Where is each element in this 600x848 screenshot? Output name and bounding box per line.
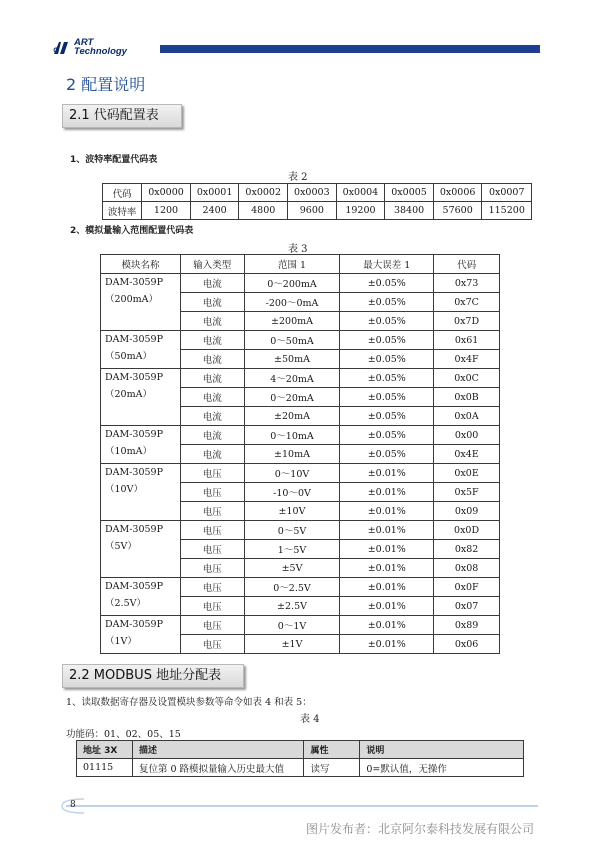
module-model: DAM-3059P (105, 467, 163, 478)
column-header: 范围 1 (244, 255, 340, 274)
table-row (101, 464, 500, 483)
table-cell: 1200 (142, 202, 191, 220)
max-error-cell: ±0.05% (340, 407, 434, 426)
table-cell: 代码 (103, 184, 142, 202)
max-error-cell: ±0.05% (340, 293, 434, 312)
code-cell: 0x0B (434, 388, 500, 407)
table-row (77, 759, 524, 777)
module-range: （5V） (105, 541, 137, 552)
input-type-cell: 电流 (180, 293, 244, 312)
input-type-cell: 电压 (180, 578, 244, 597)
table-cell: 0x0005 (385, 184, 434, 202)
module-model: DAM-3059P (105, 334, 163, 345)
table-row (101, 331, 500, 350)
table-cell: 0x0001 (190, 184, 239, 202)
input-type-cell: 电流 (180, 407, 244, 426)
max-error-cell: ±0.01% (340, 597, 434, 616)
max-error-cell: ±0.05% (340, 388, 434, 407)
module-name-cell (101, 331, 181, 369)
table-cell: 01115 (77, 759, 133, 777)
table-cell: 38400 (385, 202, 434, 220)
code-cell: 0x0D (434, 521, 500, 540)
module-name-cell (101, 464, 181, 521)
image-credit: 图片发布者：北京阿尔泰科技发展有限公司 (306, 822, 535, 836)
paragraph-read-commands: 1、读取数据寄存器及设置模块参数等命令如表 4 和表 5： (66, 697, 312, 708)
table-header-row (77, 741, 524, 759)
table-cell: 0x0000 (142, 184, 191, 202)
module-range: （2.5V） (105, 598, 146, 609)
input-type-cell: 电压 (180, 483, 244, 502)
range-cell: ±200mA (244, 312, 340, 331)
table-row (101, 369, 500, 388)
range-cell: 0～10mA (244, 426, 340, 445)
code-cell: 0x5F (434, 483, 500, 502)
subheading-baud-rate: 1、波特率配置代码表 (70, 155, 158, 165)
subheading-input-range: 2、模拟量输入范围配置代码表 (70, 226, 194, 236)
table-cell: 9600 (288, 202, 337, 220)
module-model: DAM-3059P (105, 429, 163, 440)
table-cell: 19200 (336, 202, 385, 220)
table-cell: 0x0004 (336, 184, 385, 202)
code-cell: 0x73 (434, 274, 500, 293)
table-cell: 波特率 (103, 202, 142, 220)
range-cell: ±1V (244, 635, 340, 654)
range-cell: ±10mA (244, 445, 340, 464)
range-cell: 0～2.5V (244, 578, 340, 597)
max-error-cell: ±0.01% (340, 616, 434, 635)
input-type-cell: 电压 (180, 635, 244, 654)
module-name-cell (101, 369, 181, 426)
logo-text (74, 38, 127, 56)
code-cell: 0x07 (434, 597, 500, 616)
logo-line-2: Technology (74, 46, 127, 57)
table-cell: 复位第 0 路模拟量输入历史最大值 (132, 759, 304, 777)
input-type-cell: 电流 (180, 350, 244, 369)
table-cell: 2400 (190, 202, 239, 220)
input-type-cell: 电流 (180, 388, 244, 407)
range-cell: 4～20mA (244, 369, 340, 388)
module-range: （50mA） (105, 351, 152, 362)
module-range: （200mA） (105, 294, 159, 305)
max-error-cell: ±0.01% (340, 578, 434, 597)
code-cell: 0x0C (434, 369, 500, 388)
code-cell: 0x4F (434, 350, 500, 369)
max-error-cell: ±0.05% (340, 426, 434, 445)
table-cell: 57600 (433, 202, 482, 220)
code-cell: 0x00 (434, 426, 500, 445)
table-row (101, 616, 500, 635)
max-error-cell: ±0.01% (340, 521, 434, 540)
max-error-cell: ±0.01% (340, 464, 434, 483)
chapter-title: 2 配置说明 (66, 75, 146, 94)
module-model: DAM-3059P (105, 277, 163, 288)
module-model: DAM-3059P (105, 372, 163, 383)
module-range: （10mA） (105, 446, 152, 457)
module-name-cell (101, 521, 181, 578)
input-range-table (100, 254, 500, 654)
range-cell: 0～1V (244, 616, 340, 635)
input-type-cell: 电压 (180, 521, 244, 540)
table-cell: 0x0006 (433, 184, 482, 202)
code-cell: 0x82 (434, 540, 500, 559)
input-type-cell: 电压 (180, 502, 244, 521)
module-model: DAM-3059P (105, 581, 163, 592)
input-type-cell: 电压 (180, 540, 244, 559)
module-model: DAM-3059P (105, 524, 163, 535)
range-cell: 0～5V (244, 521, 340, 540)
section-heading-2-1: 2.1 代码配置表 (62, 104, 182, 128)
table-cell: 读写 (304, 759, 360, 777)
range-cell: ±50mA (244, 350, 340, 369)
range-cell: -10～0V (244, 483, 340, 502)
table-cell: 115200 (482, 202, 532, 220)
table-header-row (101, 255, 500, 274)
page-number: 8 (70, 800, 76, 810)
max-error-cell: ±0.01% (340, 635, 434, 654)
range-cell: 0～20mA (244, 388, 340, 407)
column-header: 代码 (434, 255, 500, 274)
input-type-cell: 电压 (180, 616, 244, 635)
max-error-cell: ±0.05% (340, 445, 434, 464)
column-header: 地址 3X (77, 741, 133, 759)
table-row (101, 426, 500, 445)
max-error-cell: ±0.05% (340, 274, 434, 293)
code-cell: 0x7C (434, 293, 500, 312)
table-4-caption: 表 4 (300, 714, 320, 725)
module-range: （20mA） (105, 389, 152, 400)
table-row (103, 184, 532, 202)
module-name-cell (101, 616, 181, 654)
column-header: 描述 (132, 741, 304, 759)
module-name-cell (101, 426, 181, 464)
art-logo-icon (52, 40, 70, 56)
column-header: 说明 (360, 741, 524, 759)
code-cell: 0x0A (434, 407, 500, 426)
input-type-cell: 电流 (180, 312, 244, 331)
code-cell: 0x09 (434, 502, 500, 521)
footer-line (66, 805, 538, 807)
input-type-cell: 电流 (180, 331, 244, 350)
logo-line-1: ART (74, 37, 94, 48)
input-type-cell: 电流 (180, 274, 244, 293)
max-error-cell: ±0.05% (340, 369, 434, 388)
code-cell: 0x4E (434, 445, 500, 464)
column-header: 属性 (304, 741, 360, 759)
max-error-cell: ±0.01% (340, 540, 434, 559)
table-2-caption: 表 2 (288, 172, 308, 183)
max-error-cell: ±0.05% (340, 312, 434, 331)
column-header: 输入类型 (180, 255, 244, 274)
table-cell: 0=默认值，无操作 (360, 759, 524, 777)
code-cell: 0x89 (434, 616, 500, 635)
table-cell: 0x0007 (482, 184, 532, 202)
module-range: （10V） (105, 484, 143, 495)
table-cell: 0x0002 (239, 184, 288, 202)
max-error-cell: ±0.05% (340, 331, 434, 350)
range-cell: 1～5V (244, 540, 340, 559)
max-error-cell: ±0.01% (340, 502, 434, 521)
input-type-cell: 电流 (180, 426, 244, 445)
max-error-cell: ±0.01% (340, 483, 434, 502)
module-name-cell (101, 578, 181, 616)
range-cell: ±10V (244, 502, 340, 521)
column-header: 最大误差 1 (340, 255, 434, 274)
module-model: DAM-3059P (105, 619, 163, 630)
module-range: （1V） (105, 636, 137, 647)
section-heading-2-2: 2.2 MODBUS 地址分配表 (62, 664, 244, 688)
range-cell: ±5V (244, 559, 340, 578)
input-type-cell: 电压 (180, 597, 244, 616)
code-cell: 0x06 (434, 635, 500, 654)
function-codes: 功能码：01、02、05、15 (66, 729, 181, 740)
table-row (101, 274, 500, 293)
code-cell: 0x08 (434, 559, 500, 578)
table-row (101, 578, 500, 597)
table-cell: 4800 (239, 202, 288, 220)
module-name-cell (101, 274, 181, 331)
code-cell: 0x0F (434, 578, 500, 597)
range-cell: 0～50mA (244, 331, 340, 350)
table-3-caption: 表 3 (288, 244, 308, 255)
max-error-cell: ±0.01% (340, 559, 434, 578)
table-cell: 0x0003 (288, 184, 337, 202)
code-cell: 0x7D (434, 312, 500, 331)
range-cell: 0～200mA (244, 274, 340, 293)
range-cell: ±20mA (244, 407, 340, 426)
max-error-cell: ±0.05% (340, 350, 434, 369)
input-type-cell: 电压 (180, 559, 244, 578)
input-type-cell: 电流 (180, 369, 244, 388)
range-cell: 0～10V (244, 464, 340, 483)
modbus-address-table (76, 740, 524, 777)
table-row (103, 202, 532, 220)
input-type-cell: 电压 (180, 464, 244, 483)
column-header: 模块名称 (101, 255, 181, 274)
range-cell: ±2.5V (244, 597, 340, 616)
code-cell: 0x0E (434, 464, 500, 483)
code-cell: 0x61 (434, 331, 500, 350)
table-row (101, 521, 500, 540)
range-cell: -200～0mA (244, 293, 340, 312)
header-bar (160, 45, 540, 53)
baud-rate-table (102, 183, 532, 220)
input-type-cell: 电流 (180, 445, 244, 464)
